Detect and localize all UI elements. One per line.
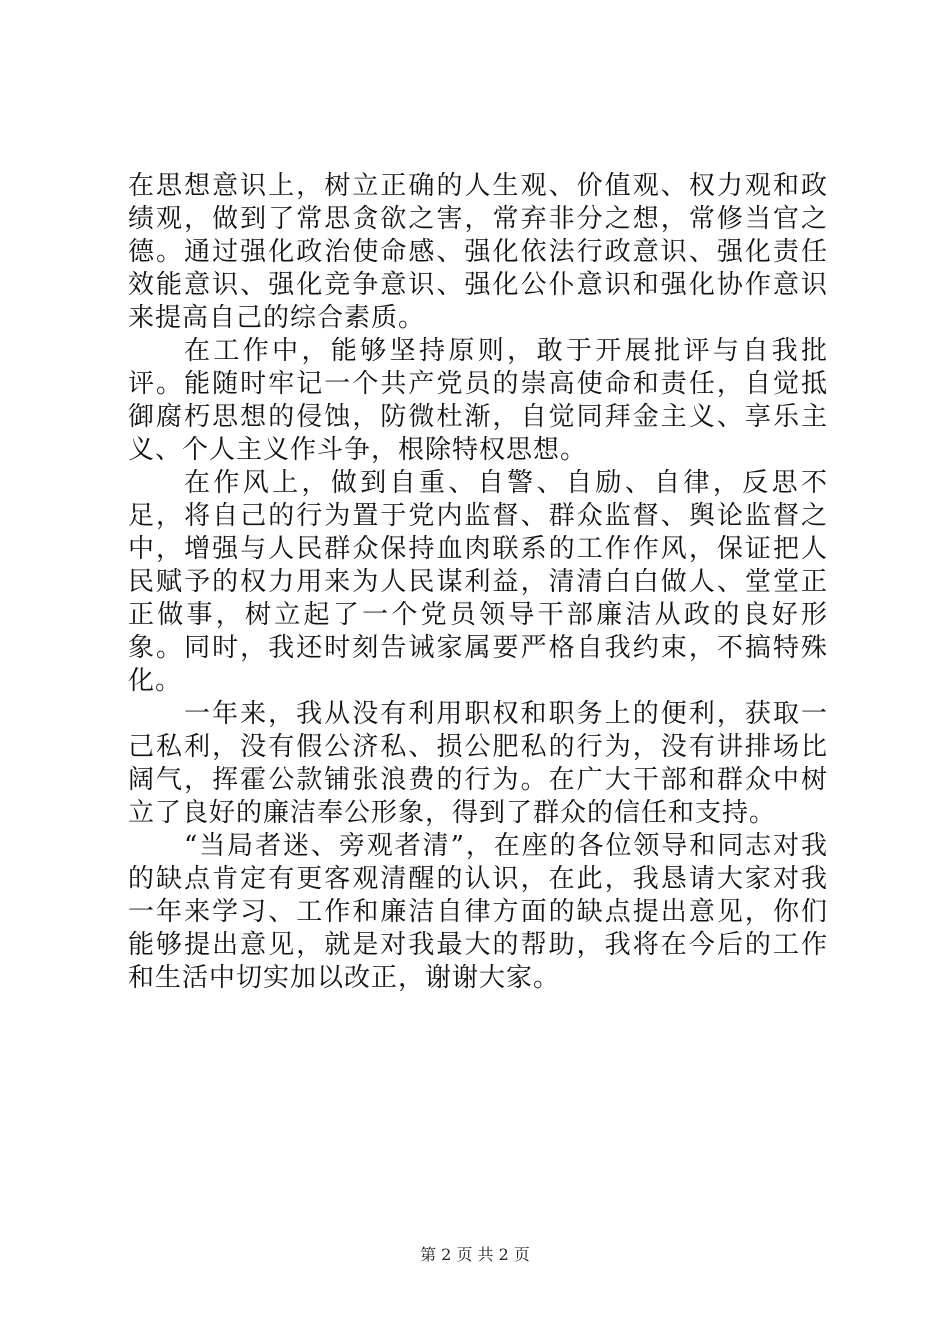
paragraph-4: 一年来，我从没有利用职权和职务上的便利，获取一己私利，没有假公济私、损公肥私的行为，没有讲排场比阔气，挥霍公款铺张浪费的行为。在广大干部和群众中树立了良好的廉洁奉公形象，得到了群众的信任和支持。 — [128, 699, 828, 828]
paragraph-1: 在思想意识上，树立正确的人生观、价值观、权力观和政绩观，做到了常思贪欲之害，常弃非分之想，常修当官之德。通过强化政治使命感、强化依法行政意识、强化责任效能意识、强化竞争意识、强化公仆意识和强化协作意识来提高自己的综合素质。 — [128, 171, 828, 333]
page-number-footer: 第 2 页 共 2 页 — [420, 1245, 530, 1264]
document-body — [128, 170, 828, 995]
paragraph-3: 在作风上，做到自重、自警、自励、自律，反思不足，将自己的行为置于党内监督、群众监督、舆论监督之中，增强与人民群众保持血肉联系的工作作风，保证把人民赋予的权力用来为人民谋利益，清清白白做人、堂堂正正做事，树立起了一个党员领导干部廉洁从政的良好形象。同时，我还时刻告诫家属要严格自我约束，不搞特殊化。 — [128, 468, 828, 696]
paragraph-5: “当局者迷、旁观者清”，在座的各位领导和同志对我的缺点肯定有更客观清醒的认识，在此，我恳请大家对我一年来学习、工作和廉洁自律方面的缺点提出意见，你们能够提出意见，就是对我最大的帮助，我将在今后的工作和生活中切实加以改正，谢谢大家。 — [128, 831, 828, 993]
paragraph-2: 在工作中，能够坚持原则，敢于开展批评与自我批评。能随时牢记一个共产党员的崇高使命和责任，自觉抵御腐朽思想的侵蚀，防微杜渐，自觉同拜金主义、享乐主义、个人主义作斗争，根除特权思想。 — [128, 336, 828, 465]
